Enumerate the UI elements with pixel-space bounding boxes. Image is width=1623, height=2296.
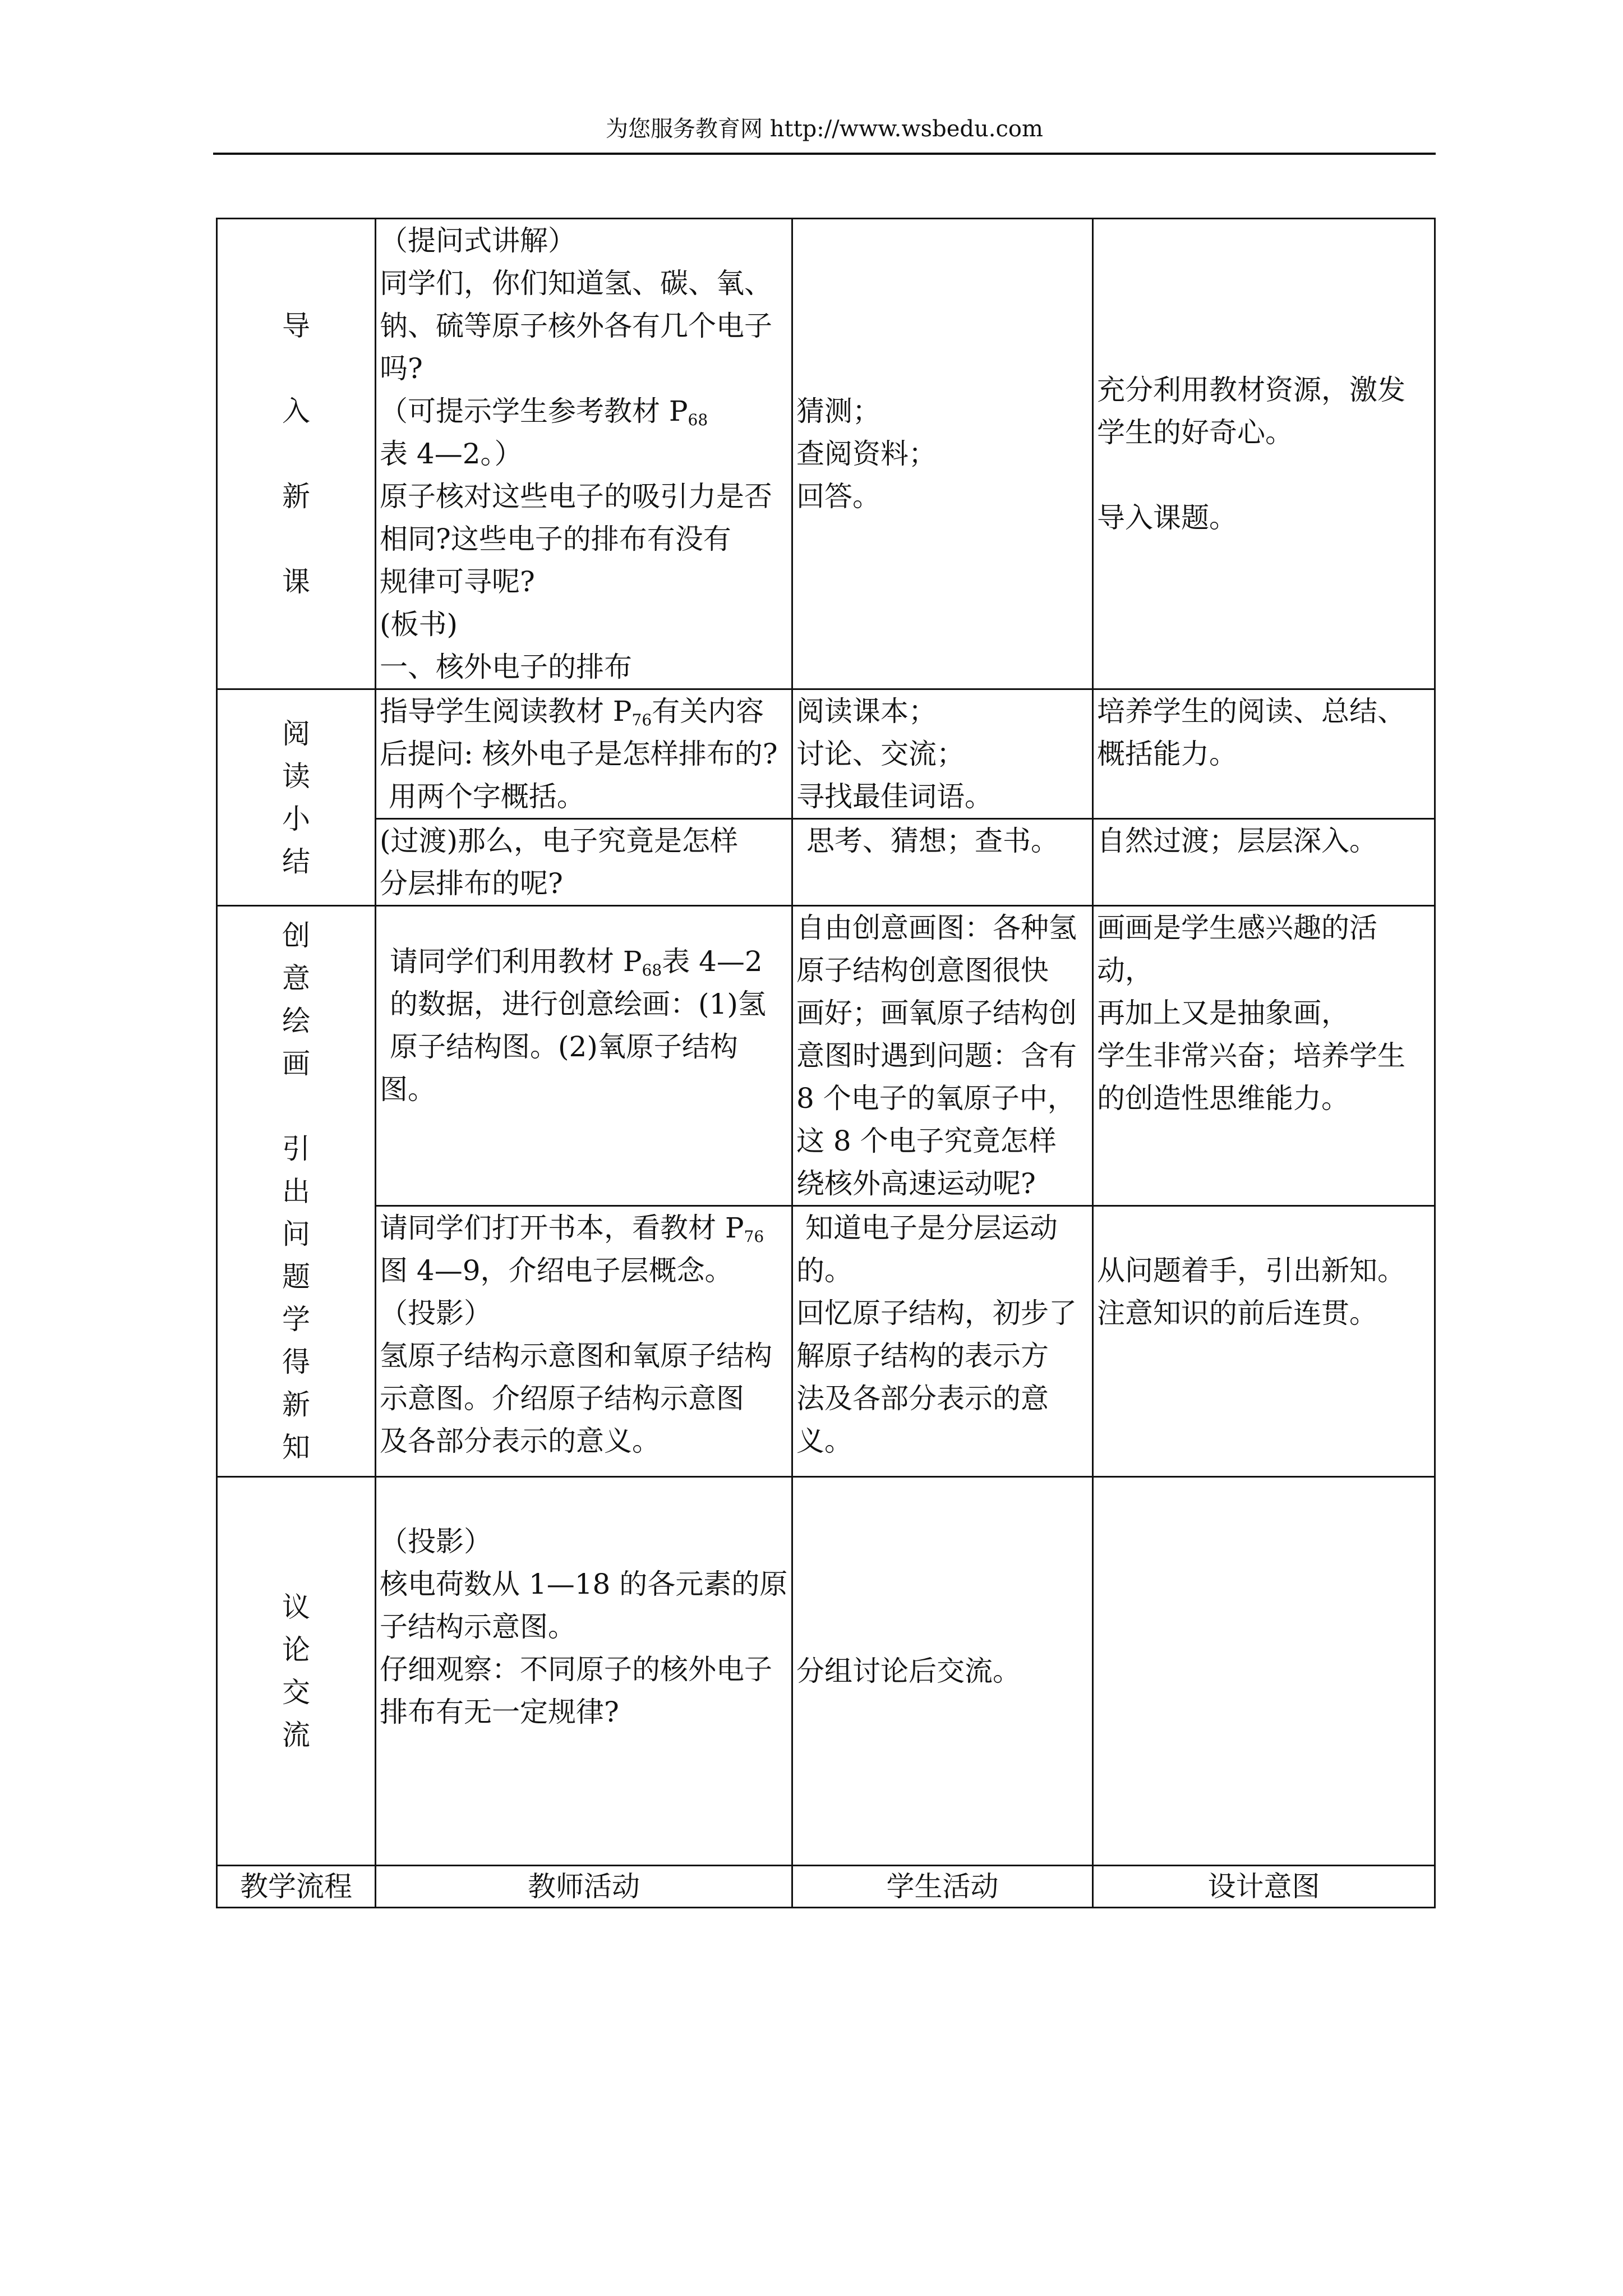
stage-char: 学 [282,1303,310,1336]
table-row-new-knowledge [217,1206,1435,1477]
page-header [213,112,1436,155]
text-line: 排布有无一定规律? [380,1696,619,1728]
stage-char: 画 [282,1047,310,1080]
text-line: 一、核外电子的排布 [380,651,632,683]
teacher-activity-discussion [376,1477,792,1866]
text-line: 培养学生的阅读、总结、 [1097,695,1405,728]
text-line: 学生非常兴奋；培养学生 [1097,1039,1405,1072]
text-line: 吗? [380,352,423,385]
text-line: 猜测； [796,395,880,427]
text-line: 概括能力。 [1097,738,1237,770]
text-line: 的。 [796,1254,852,1287]
text-line: 义。 [796,1425,852,1457]
text-line: 图。 [380,1073,436,1106]
stage-char: 引 [282,1132,310,1165]
table-row-intro [217,219,1435,689]
text-line: 法及各部分表示的意 [796,1382,1049,1415]
text-line: 后提问: 核外电子是怎样排布的? [380,738,778,770]
header-text: 为您服务教育网 http://www.wsbedu.com [606,116,1043,142]
text-line: 再加上又是抽象画， [1097,997,1349,1029]
text-line: 氢原子结构示意图和氧原子结构 [380,1340,772,1372]
design-intent-newknow [1093,1206,1435,1477]
text-line: 及各部分表示的意义。 [380,1425,660,1457]
teacher-activity-transition [376,819,792,906]
stage-char: 知 [282,1430,310,1464]
table-row-reading [217,689,1435,819]
stage-drawing [217,906,376,1477]
text-line [380,940,788,983]
text-line [380,390,788,432]
subscript: 76 [631,711,652,729]
stage-char: 入 [282,395,310,427]
text-line [380,690,788,733]
text-line: 阅读课本； [796,695,937,728]
stage-char: 小 [282,802,310,835]
text-line: 充分利用教材资源，激发 [1097,374,1405,406]
table-row-transition [217,819,1435,906]
text-line: 绕核外高速运动呢? [796,1167,1036,1200]
stage-char: 绘 [282,1004,310,1037]
lesson-plan-table [216,218,1436,1908]
text-line: 规律可寻呢? [380,565,535,598]
text-segment: 请同学们打开书本，看教材 P [380,1212,744,1244]
student-activity-newknow [792,1206,1093,1477]
stage-char: 问 [282,1217,310,1250]
student-activity-drawing [792,906,1093,1206]
design-intent-drawing [1093,906,1435,1206]
subscript: 68 [642,961,662,979]
stage-char: 导 [282,310,310,342]
text-line: 寻找最佳词语。 [796,780,993,813]
text-line: （投影） [380,1525,492,1558]
text-line: 8 个电子的氧原子中， [796,1082,1076,1115]
student-activity-discussion [792,1477,1093,1866]
table-row-column-labels [217,1866,1435,1908]
stage-char: 阅 [282,717,310,750]
text-line: 自由创意画图：各种氢 [796,912,1077,944]
stage-intro [217,219,376,689]
text-segment: 指导学生阅读教材 P [380,695,632,728]
text-line: 的创造性思维能力。 [1097,1082,1349,1115]
text-line: 画好；画氧原子结构创 [796,997,1077,1029]
stage-char: 出 [282,1175,310,1208]
stage-char: 论 [282,1634,310,1666]
text-line: (过渡)那么，电子究竟是怎样 [380,825,739,857]
student-activity-intro [792,219,1093,689]
text-line: 示意图。介绍原子结构示意图 [380,1382,744,1415]
column-label-student: 学生活动 [792,1866,1093,1908]
text-line: 原子结构创意图很快 [796,954,1049,987]
text-line: 核电荷数从 1—18 的各元素的原 [380,1568,788,1600]
text-line: 相同?这些电子的排布有没有 [380,523,731,555]
text-segment: 表 4—2 [662,945,763,978]
text-line: 原子结构图。(2)氧原子结构 [390,1030,738,1063]
text-line: 用两个字概括。 [380,780,585,813]
text-line [1097,454,1431,496]
stage-char: 流 [282,1719,310,1751]
stage-char: 新 [282,480,310,513]
text-line: 自然过渡；层层深入。 [1097,825,1377,857]
table-row-discussion [217,1477,1435,1866]
stage-char: 创 [282,919,310,952]
text-segment: 有关内容 [652,695,764,728]
text-line [380,1207,788,1249]
stage-reading [217,689,376,906]
subscript: 76 [744,1227,764,1246]
student-activity-reading [792,689,1093,819]
text-line: 原子核对这些电子的吸引力是否 [380,480,772,513]
text-line: 查阅资料； [796,438,937,470]
text-line: 钠、硫等原子核外各有几个电子 [380,310,772,342]
text-line: （投影） [380,1297,492,1329]
teacher-activity-reading [376,689,792,819]
stage-char: 结 [282,845,310,878]
teacher-activity-intro [376,219,792,689]
design-intent-intro [1093,219,1435,689]
table-row-drawing [217,906,1435,1206]
stage-discussion [217,1477,376,1866]
text-line: 同学们，你们知道氢、碳、氧、 [380,267,772,300]
text-line: 图 4—9，介绍电子层概念。 [380,1254,733,1287]
design-intent-transition [1093,819,1435,906]
student-activity-transition [792,819,1093,906]
teacher-activity-drawing [376,906,792,1206]
text-line: (板书) [380,608,458,641]
subscript: 68 [688,411,708,429]
text-line: 知道电子是分层运动 [796,1212,1058,1244]
text-line: 回忆原子结构，初步了 [796,1297,1077,1329]
text-line: 分层排布的呢? [380,867,563,900]
stage-char: 读 [282,760,310,793]
text-line: 注意知识的前后连贯。 [1097,1297,1377,1329]
text-line: 子结构示意图。 [380,1611,576,1643]
stage-char: 议 [282,1591,310,1623]
text-line: 讨论、交流； [796,738,965,770]
text-line: 的数据，进行创意绘画：(1)氢 [390,988,766,1020]
stage-char: 交 [282,1676,310,1709]
stage-char: 得 [282,1345,310,1378]
design-intent-discussion [1093,1477,1435,1866]
text-line: 这 8 个电子究竟怎样 [796,1125,1057,1157]
text-line: 解原子结构的表示方 [796,1340,1049,1372]
text-segment: 请同学们利用教材 P [390,945,642,978]
text-line: 学生的好奇心。 [1097,416,1293,449]
teacher-activity-newknow [376,1206,792,1477]
text-line [1097,1478,1431,1520]
stage-char: 课 [282,565,310,598]
text-line: 意图时遇到问题：含有 [796,1039,1077,1072]
text-line: 画画是学生感兴趣的活动， [1097,912,1377,987]
text-line: 思考、猜想；查书。 [806,825,1059,857]
text-line: 仔细观察：不同原子的核外电子 [380,1653,772,1686]
stage-char: 意 [282,961,310,995]
text-line: 导入课题。 [1097,501,1237,534]
column-label-flow: 教学流程 [217,1866,376,1908]
text-line: 从问题着手，引出新知。 [1097,1254,1405,1287]
text-line: 分组讨论后交流。 [796,1655,1021,1687]
text-line: 回答。 [796,480,880,513]
design-intent-reading [1093,689,1435,819]
text-line: 表 4—2。） [380,438,523,470]
column-label-intent: 设计意图 [1093,1866,1435,1908]
stage-char: 新 [282,1388,310,1421]
text-segment: （可提示学生参考教材 P [380,395,688,427]
stage-char: 题 [282,1260,310,1293]
text-line: （提问式讲解） [380,224,576,257]
column-label-teacher: 教师活动 [376,1866,792,1908]
